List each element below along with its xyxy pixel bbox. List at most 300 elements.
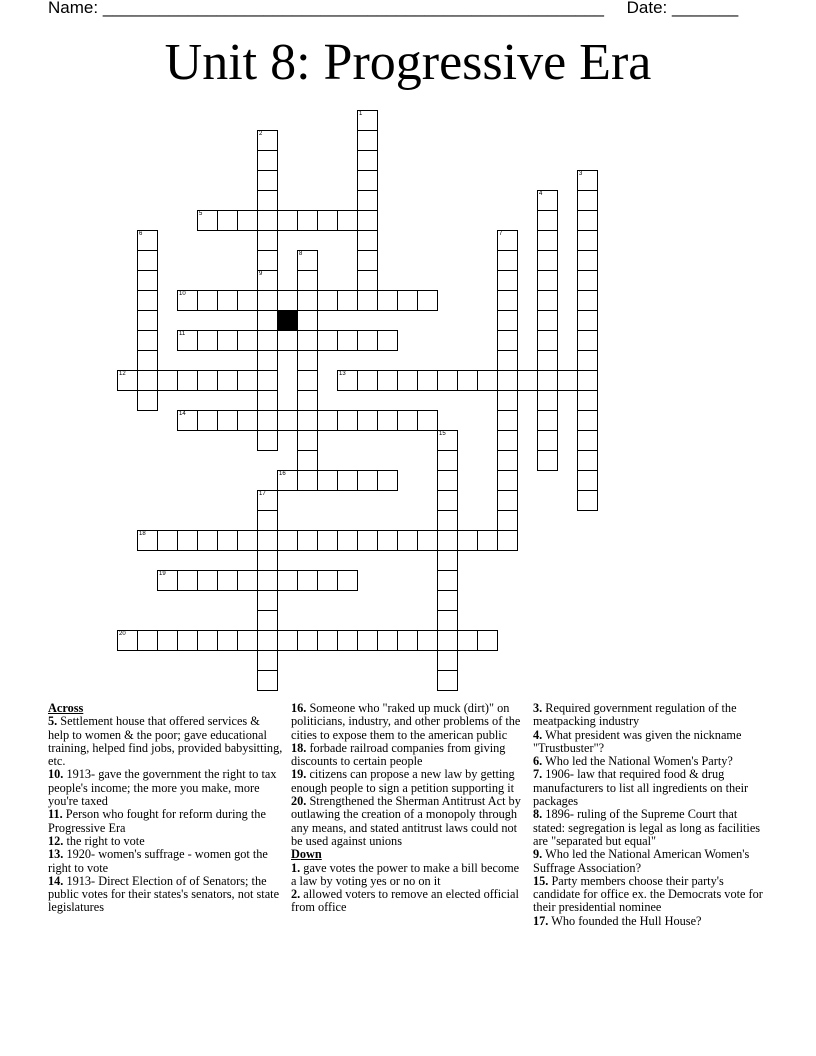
- crossword-cell[interactable]: [337, 410, 358, 431]
- crossword-cell[interactable]: [257, 190, 278, 211]
- clue-text: gave votes the power to make a bill become a law by voting yes or no on it: [291, 860, 520, 888]
- across-clue: [291, 742, 527, 769]
- crossword-cell[interactable]: [397, 370, 418, 391]
- crossword-cell[interactable]: [137, 330, 158, 351]
- crossword-cell[interactable]: [217, 370, 238, 391]
- crossword-cell[interactable]: [397, 630, 418, 651]
- crossword-cell[interactable]: [257, 350, 278, 371]
- across-clue: [291, 702, 527, 742]
- crossword-cell[interactable]: [397, 530, 418, 551]
- crossword-cell[interactable]: [357, 270, 378, 291]
- down-clue: [533, 729, 769, 756]
- crossword-cell[interactable]: [337, 530, 358, 551]
- crossword-cell[interactable]: [377, 290, 398, 311]
- crossword-cell[interactable]: [277, 570, 298, 591]
- clue-number: 19.: [291, 767, 307, 782]
- crossword-cell[interactable]: [197, 570, 218, 591]
- clue-number: 14.: [48, 873, 64, 888]
- crossword-cell[interactable]: [537, 350, 558, 371]
- crossword-cell[interactable]: [537, 270, 558, 291]
- crossword-cell[interactable]: [537, 210, 558, 231]
- crossword-cell[interactable]: [297, 330, 318, 351]
- crossword-cell[interactable]: [297, 530, 318, 551]
- crossword-cell[interactable]: [277, 530, 298, 551]
- crossword-cell[interactable]: [417, 630, 438, 651]
- crossword-cell[interactable]: [577, 390, 598, 411]
- crossword-cell[interactable]: [317, 210, 338, 231]
- crossword-cell[interactable]: [197, 410, 218, 431]
- across-clue: [48, 715, 284, 768]
- crossword-cell[interactable]: [137, 390, 158, 411]
- crossword-cell[interactable]: [137, 530, 158, 551]
- crossword-cell[interactable]: [277, 470, 298, 491]
- clue-number: 15: [439, 431, 446, 437]
- crossword-cell[interactable]: [257, 570, 278, 591]
- clue-text: Who founded the Hull House?: [548, 913, 702, 928]
- crossword-cell[interactable]: [317, 570, 338, 591]
- clue-number: 5: [199, 211, 203, 217]
- down-clue: [533, 848, 769, 875]
- crossword-cell[interactable]: [257, 230, 278, 251]
- clue-number: 9: [259, 271, 263, 277]
- crossword-cell[interactable]: [577, 170, 598, 191]
- crossword-cell[interactable]: [217, 530, 238, 551]
- crossword-cell[interactable]: [537, 310, 558, 331]
- crossword-cell[interactable]: [437, 590, 458, 611]
- clue-number: 10.: [48, 767, 64, 782]
- crossword-cell[interactable]: [497, 370, 518, 391]
- crossword-cell[interactable]: [217, 210, 238, 231]
- crossword-cell[interactable]: [497, 530, 518, 551]
- clue-number: 2: [259, 131, 263, 137]
- crossword-cell[interactable]: [377, 410, 398, 431]
- crossword-cell[interactable]: [537, 230, 558, 251]
- crossword-cell[interactable]: [357, 290, 378, 311]
- crossword-cell[interactable]: [537, 450, 558, 471]
- crossword-cell[interactable]: [117, 630, 138, 651]
- crossword-cell[interactable]: [197, 370, 218, 391]
- crossword-cell[interactable]: [277, 330, 298, 351]
- crossword-cell[interactable]: [257, 250, 278, 271]
- clue-text: the right to vote: [63, 833, 145, 848]
- crossword-cell[interactable]: [577, 470, 598, 491]
- crossword-cell[interactable]: [337, 290, 358, 311]
- crossword-cell[interactable]: [497, 310, 518, 331]
- clue-number: 12.: [48, 833, 64, 848]
- crossword-cell[interactable]: [297, 270, 318, 291]
- across-clue: [291, 768, 527, 795]
- across-clue: [48, 808, 284, 835]
- crossword-cell[interactable]: [537, 430, 558, 451]
- crossword-cell[interactable]: [177, 530, 198, 551]
- crossword-cell[interactable]: [397, 410, 418, 431]
- crossword-cell[interactable]: [357, 250, 378, 271]
- crossword-cell[interactable]: [377, 470, 398, 491]
- crossword-cell[interactable]: [197, 210, 218, 231]
- crossword-cell[interactable]: [537, 250, 558, 271]
- crossword-cell[interactable]: [437, 370, 458, 391]
- crossword-cell[interactable]: [417, 370, 438, 391]
- crossword-cell[interactable]: [197, 530, 218, 551]
- crossword-cell[interactable]: [357, 130, 378, 151]
- crossword-cell[interactable]: [257, 410, 278, 431]
- crossword-cell[interactable]: [577, 350, 598, 371]
- clue-number: 5.: [48, 714, 58, 729]
- down-clue: [533, 755, 769, 768]
- crossword-cell[interactable]: [257, 130, 278, 151]
- clue-number: 7.: [533, 767, 543, 782]
- clue-number: 1.: [291, 860, 301, 875]
- crossword-cell[interactable]: [257, 550, 278, 571]
- clue-text: 1913- gave the government the right to tax people's income; the more you make, more you're taxed: [48, 767, 277, 809]
- crossword-cell[interactable]: [217, 290, 238, 311]
- clue-text: 1906- law that required food & drug manufacturers to list all ingredients on their packages: [533, 767, 749, 809]
- clue-number: 17.: [533, 913, 549, 928]
- clue-number: 18: [139, 531, 146, 537]
- down-clue: [533, 702, 769, 729]
- crossword-cell[interactable]: [297, 210, 318, 231]
- crossword-cell[interactable]: [437, 470, 458, 491]
- crossword-cell[interactable]: [577, 250, 598, 271]
- crossword-cell[interactable]: [537, 290, 558, 311]
- crossword-cell[interactable]: [417, 410, 438, 431]
- crossword-cell[interactable]: [457, 530, 478, 551]
- crossword-cell[interactable]: [257, 650, 278, 671]
- crossword-cell[interactable]: [297, 430, 318, 451]
- crossword-cell[interactable]: [137, 310, 158, 331]
- crossword-cell[interactable]: [437, 610, 458, 631]
- crossword-cell[interactable]: [137, 370, 158, 391]
- crossword-cell[interactable]: [297, 250, 318, 271]
- crossword-cell[interactable]: [357, 330, 378, 351]
- clue-number: 20.: [291, 794, 307, 809]
- crossword-cell[interactable]: [277, 630, 298, 651]
- crossword-cell[interactable]: [437, 630, 458, 651]
- crossword-cell[interactable]: [297, 470, 318, 491]
- crossword-cell[interactable]: [237, 370, 258, 391]
- crossword-cell[interactable]: [497, 250, 518, 271]
- crossword-cell[interactable]: [357, 230, 378, 251]
- crossword-cell[interactable]: [277, 210, 298, 231]
- crossword-cell[interactable]: [437, 670, 458, 691]
- crossword-cell[interactable]: [337, 570, 358, 591]
- crossword-cell[interactable]: [537, 330, 558, 351]
- clue-number: 17: [259, 491, 266, 497]
- crossword-cell[interactable]: [317, 290, 338, 311]
- crossword-cell[interactable]: [577, 330, 598, 351]
- clue-number: 11.: [48, 807, 63, 822]
- crossword-cell[interactable]: [497, 450, 518, 471]
- clue-number: 12: [119, 371, 126, 377]
- crossword-cell[interactable]: [237, 630, 258, 651]
- down-clue: [291, 862, 527, 889]
- crossword-cell[interactable]: [337, 630, 358, 651]
- crossword-cell[interactable]: [497, 290, 518, 311]
- crossword-cell[interactable]: [237, 290, 258, 311]
- crossword-cell[interactable]: [497, 430, 518, 451]
- crossword-cell[interactable]: [357, 530, 378, 551]
- down-clue: [533, 875, 769, 915]
- crossword-cell[interactable]: [217, 630, 238, 651]
- clue-number: 10: [179, 291, 186, 297]
- clue-number: 16: [279, 471, 286, 477]
- clue-number: 11: [179, 331, 186, 337]
- crossword-cell[interactable]: [257, 590, 278, 611]
- crossword-cell[interactable]: [257, 210, 278, 231]
- clue-text: Someone who "raked up muck (dirt)" on politicians, industry, and other problems of the cities to expose them to the american public: [291, 701, 521, 742]
- crossword-cell[interactable]: [377, 630, 398, 651]
- clue-text: What president was given the nickname "Trustbuster"?: [533, 727, 742, 755]
- crossword-cell[interactable]: [237, 210, 258, 231]
- crossword-cell[interactable]: [317, 470, 338, 491]
- crossword-cell[interactable]: [357, 150, 378, 171]
- crossword-cell[interactable]: [257, 630, 278, 651]
- clue-number: 13.: [48, 847, 64, 862]
- down-clue: [533, 915, 769, 928]
- crossword-cell[interactable]: [117, 370, 138, 391]
- crossword-cell[interactable]: [497, 390, 518, 411]
- crossword-cell[interactable]: [257, 330, 278, 351]
- clues-column-3: [533, 702, 769, 928]
- crossword-cell[interactable]: [337, 370, 358, 391]
- crossword-cell[interactable]: [137, 270, 158, 291]
- crossword-cell[interactable]: [237, 330, 258, 351]
- crossword-cell[interactable]: [177, 330, 198, 351]
- crossword-cell[interactable]: [217, 330, 238, 351]
- crossword-cell[interactable]: [377, 370, 398, 391]
- crossword-cell[interactable]: [237, 570, 258, 591]
- crossword-cell[interactable]: [297, 310, 318, 331]
- crossword-cell[interactable]: [257, 490, 278, 511]
- clue-number: 3.: [533, 701, 543, 715]
- crossword-cell[interactable]: [297, 450, 318, 471]
- crossword-cell[interactable]: [517, 370, 538, 391]
- crossword-cell[interactable]: [177, 290, 198, 311]
- clues-column-2: [291, 702, 527, 915]
- clue-text: 1896- ruling of the Supreme Court that stated: segregation is legal as long as facilities are "separated but equal": [533, 807, 761, 848]
- crossword-cell[interactable]: [357, 190, 378, 211]
- crossword-cell[interactable]: [577, 430, 598, 451]
- crossword-cell[interactable]: [437, 550, 458, 571]
- crossword-cell[interactable]: [137, 350, 158, 371]
- crossword-cell[interactable]: [437, 570, 458, 591]
- crossword-cell[interactable]: [437, 650, 458, 671]
- crossword-cell[interactable]: [357, 370, 378, 391]
- crossword-cell[interactable]: [497, 410, 518, 431]
- clue-number: 3: [579, 171, 583, 177]
- date-label: Date:: [626, 0, 668, 17]
- crossword-cell[interactable]: [537, 410, 558, 431]
- crossword-cell[interactable]: [257, 430, 278, 451]
- crossword-cell[interactable]: [417, 290, 438, 311]
- crossword-cell[interactable]: [357, 110, 378, 131]
- crossword-cell[interactable]: [257, 670, 278, 691]
- crossword-cell[interactable]: [197, 630, 218, 651]
- crossword-cell[interactable]: [317, 630, 338, 651]
- name-blank[interactable]: _____________________________________________________: [102, 0, 604, 17]
- crossword-cell[interactable]: [257, 610, 278, 631]
- crossword-cell[interactable]: [457, 630, 478, 651]
- crossword-cell[interactable]: [177, 570, 198, 591]
- crossword-cell[interactable]: [197, 290, 218, 311]
- crossword-cell[interactable]: [437, 510, 458, 531]
- crossword-cell[interactable]: [237, 530, 258, 551]
- crossword-cell[interactable]: [477, 370, 498, 391]
- crossword-cell[interactable]: [257, 170, 278, 191]
- clue-number: 8: [299, 251, 303, 257]
- crossword-cell[interactable]: [497, 330, 518, 351]
- crossword-cell[interactable]: [297, 570, 318, 591]
- crossword-cell[interactable]: [317, 330, 338, 351]
- crossword-cell[interactable]: [157, 370, 178, 391]
- crossword-cell[interactable]: [577, 290, 598, 311]
- crossword-cell[interactable]: [297, 370, 318, 391]
- crossword-cell[interactable]: [217, 410, 238, 431]
- crossword-cell[interactable]: [537, 190, 558, 211]
- crossword-cell[interactable]: [297, 410, 318, 431]
- crossword-cell[interactable]: [557, 370, 578, 391]
- crossword-cell[interactable]: [537, 370, 558, 391]
- crossword-cell[interactable]: [497, 490, 518, 511]
- crossword-cell[interactable]: [257, 370, 278, 391]
- crossword-cell[interactable]: [437, 450, 458, 471]
- crossword-cell[interactable]: [257, 270, 278, 291]
- crossword-cell[interactable]: [577, 270, 598, 291]
- crossword-cell[interactable]: [297, 290, 318, 311]
- crossword-cell[interactable]: [377, 330, 398, 351]
- crossword-cell[interactable]: [297, 350, 318, 371]
- clue-number: 20: [119, 631, 126, 637]
- clue-number: 18.: [291, 740, 307, 755]
- crossword-cell[interactable]: [297, 390, 318, 411]
- clue-text: Person who fought for reform during the Progressive Era: [48, 807, 266, 835]
- clue-text: Settlement house that offered services & help to women & the poor; gave educational training, helped find jobs, provided babysitting, etc.: [48, 714, 283, 769]
- date-blank[interactable]: _______: [672, 0, 739, 17]
- crossword-cell[interactable]: [177, 370, 198, 391]
- clue-number: 15.: [533, 873, 549, 888]
- across-clue: [48, 875, 284, 915]
- crossword-cell[interactable]: [257, 310, 278, 331]
- crossword-cell[interactable]: [577, 210, 598, 231]
- down-heading: Down: [291, 847, 322, 862]
- crossword-cell[interactable]: [337, 330, 358, 351]
- clue-text: citizens can propose a new law by getting enough people to sign a petition supporting it: [291, 767, 515, 795]
- crossword-cell[interactable]: [497, 230, 518, 251]
- name-label: Name:: [48, 0, 99, 17]
- clue-number: 9.: [533, 847, 543, 862]
- crossword-cell[interactable]: [437, 530, 458, 551]
- crossword-cell[interactable]: [357, 210, 378, 231]
- crossword-cell[interactable]: [577, 230, 598, 251]
- crossword-cell[interactable]: [197, 330, 218, 351]
- crossword-cell[interactable]: [337, 470, 358, 491]
- crossword-cell[interactable]: [477, 530, 498, 551]
- crossword-cell[interactable]: [577, 310, 598, 331]
- crossword-cell[interactable]: [397, 290, 418, 311]
- clue-text: Strengthened the Sherman Antitrust Act by outlawing the creation of a monopoly through any means, and stated antitrust laws could not be used against unions: [291, 794, 521, 848]
- crossword-cell[interactable]: [297, 630, 318, 651]
- across-clue: [291, 795, 527, 848]
- clue-number: 4: [539, 191, 543, 197]
- crossword-cell[interactable]: [177, 410, 198, 431]
- crossword-cell[interactable]: [257, 530, 278, 551]
- crossword-cell[interactable]: [157, 630, 178, 651]
- crossword-cell[interactable]: [357, 470, 378, 491]
- clue-number: 8.: [533, 807, 543, 822]
- clue-text: forbade railroad companies from giving discounts to certain people: [291, 740, 506, 769]
- crossword-cell[interactable]: [437, 490, 458, 511]
- clue-text: Who led the National American Women's Suffrage Association?: [533, 847, 750, 875]
- crossword-cell[interactable]: [357, 170, 378, 191]
- crossword-cell[interactable]: [257, 150, 278, 171]
- crossword-cell[interactable]: [357, 410, 378, 431]
- crossword-cell[interactable]: [417, 530, 438, 551]
- clue-number: 6.: [533, 754, 543, 769]
- clue-text: allowed voters to remove an elected official from office: [291, 887, 519, 915]
- crossword-cell[interactable]: [277, 410, 298, 431]
- crossword-cell[interactable]: [537, 390, 558, 411]
- page-title: Unit 8: Progressive Era: [164, 34, 652, 91]
- crossword-cell[interactable]: [437, 430, 458, 451]
- crossword-cell[interactable]: [257, 510, 278, 531]
- crossword-cell[interactable]: [237, 410, 258, 431]
- across-clue: [48, 768, 284, 808]
- crossword-cell[interactable]: [257, 390, 278, 411]
- clue-text: Party members choose their party's candidate for office ex. the Democrats vote for their presidential nominee: [533, 873, 763, 915]
- crossword-cell[interactable]: [577, 370, 598, 391]
- crossword-cell[interactable]: [497, 470, 518, 491]
- crossword-cell[interactable]: [497, 510, 518, 531]
- clue-number: 16.: [291, 701, 307, 715]
- crossword-cell[interactable]: [157, 530, 178, 551]
- crossword-cell[interactable]: [577, 450, 598, 471]
- crossword-cell[interactable]: [357, 630, 378, 651]
- crossword-cell[interactable]: [577, 190, 598, 211]
- crossword-cell[interactable]: [317, 530, 338, 551]
- across-clue: [48, 835, 284, 848]
- crossword-cell[interactable]: [337, 210, 358, 231]
- crossword-cell[interactable]: [377, 530, 398, 551]
- across-heading: Across: [48, 701, 84, 715]
- crossword-cell[interactable]: [577, 490, 598, 511]
- clues-column-1: [48, 702, 284, 915]
- clue-number: 19: [159, 571, 166, 577]
- clue-text: Required government regulation of the meatpacking industry: [533, 701, 737, 729]
- across-clue: [48, 848, 284, 875]
- clue-number: 14: [179, 411, 186, 417]
- crossword-cell[interactable]: [177, 630, 198, 651]
- down-clue: [533, 808, 769, 848]
- crossword-cell[interactable]: [277, 290, 298, 311]
- crossword-cell[interactable]: [137, 290, 158, 311]
- crossword-cell[interactable]: [497, 270, 518, 291]
- crossword-cell[interactable]: [477, 630, 498, 651]
- crossword-cell[interactable]: [137, 250, 158, 271]
- clue-text: 1913- Direct Election of of Senators; the public votes for their states's senators, not state legislatures: [48, 873, 280, 915]
- crossword-cell[interactable]: [497, 350, 518, 371]
- crossword-cell[interactable]: [157, 570, 178, 591]
- crossword-cell[interactable]: [137, 230, 158, 251]
- clue-number: 2.: [291, 887, 301, 902]
- crossword-cell[interactable]: [317, 410, 338, 431]
- crossword-cell[interactable]: [457, 370, 478, 391]
- crossword-cell[interactable]: [217, 570, 238, 591]
- clue-number: 4.: [533, 727, 543, 742]
- crossword-cell[interactable]: [137, 630, 158, 651]
- crossword-cell[interactable]: [577, 410, 598, 431]
- crossword-cell[interactable]: [257, 290, 278, 311]
- crossword-block-cell: [277, 310, 298, 331]
